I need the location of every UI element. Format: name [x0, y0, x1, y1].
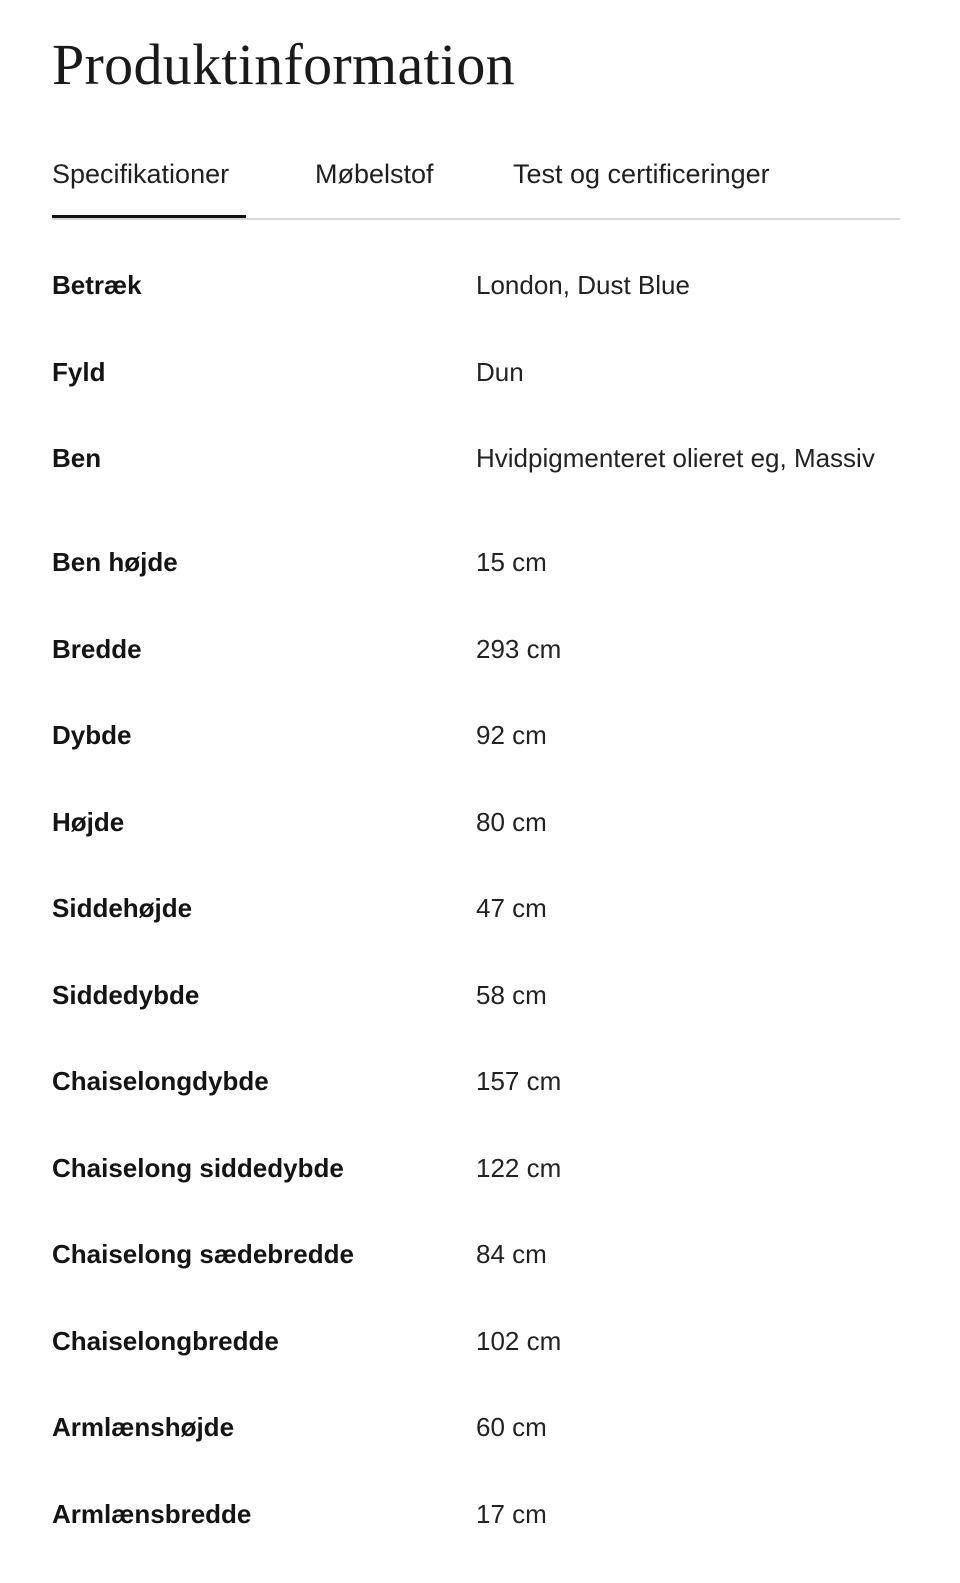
- spec-value: 293 cm: [476, 634, 562, 664]
- spec-value: Dun: [476, 357, 524, 387]
- spec-label: Armlænsbredde: [52, 1499, 252, 1529]
- spec-label: Dybde: [52, 720, 132, 750]
- spec-value: 58 cm: [476, 980, 547, 1010]
- spec-label: Bredde: [52, 634, 142, 664]
- tab-tests-certifications[interactable]: Test og certificeringer: [513, 159, 770, 189]
- spec-label: Betræk: [52, 270, 142, 300]
- spec-value: 47 cm: [476, 893, 547, 923]
- spec-label: Siddedybde: [52, 980, 200, 1010]
- spec-label: Siddehøjde: [52, 893, 193, 923]
- spec-label: Chaiselong siddedybde: [52, 1153, 344, 1183]
- spec-label: Ben: [52, 443, 102, 473]
- spec-label: Armlænshøjde: [52, 1412, 235, 1442]
- page-title: Produktinformation: [52, 32, 515, 97]
- spec-value: 157 cm: [476, 1066, 562, 1096]
- tab-bar: [52, 148, 900, 220]
- spec-value: Hvidpigmenteret olieret eg, Massiv: [476, 443, 875, 473]
- spec-value: 92 cm: [476, 720, 547, 750]
- spec-label: Chaiselongbredde: [52, 1326, 279, 1356]
- spec-label: Fyld: [52, 357, 106, 387]
- spec-value: 15 cm: [476, 547, 547, 577]
- tab-upholstery-fabric[interactable]: Møbelstof: [315, 159, 434, 189]
- spec-label: Chaiselongdybde: [52, 1066, 269, 1096]
- spec-value: 102 cm: [476, 1326, 562, 1356]
- spec-label: Chaiselong sædebredde: [52, 1239, 354, 1269]
- spec-label: Højde: [52, 807, 125, 837]
- tab-specifications[interactable]: Specifikationer: [52, 158, 246, 216]
- spec-value: 122 cm: [476, 1153, 562, 1183]
- spec-label: Ben højde: [52, 547, 178, 577]
- spec-value: 80 cm: [476, 807, 547, 837]
- spec-value: 17 cm: [476, 1499, 547, 1529]
- spec-value: 84 cm: [476, 1239, 547, 1269]
- spec-value: London, Dust Blue: [476, 270, 690, 300]
- spec-value: 60 cm: [476, 1412, 547, 1442]
